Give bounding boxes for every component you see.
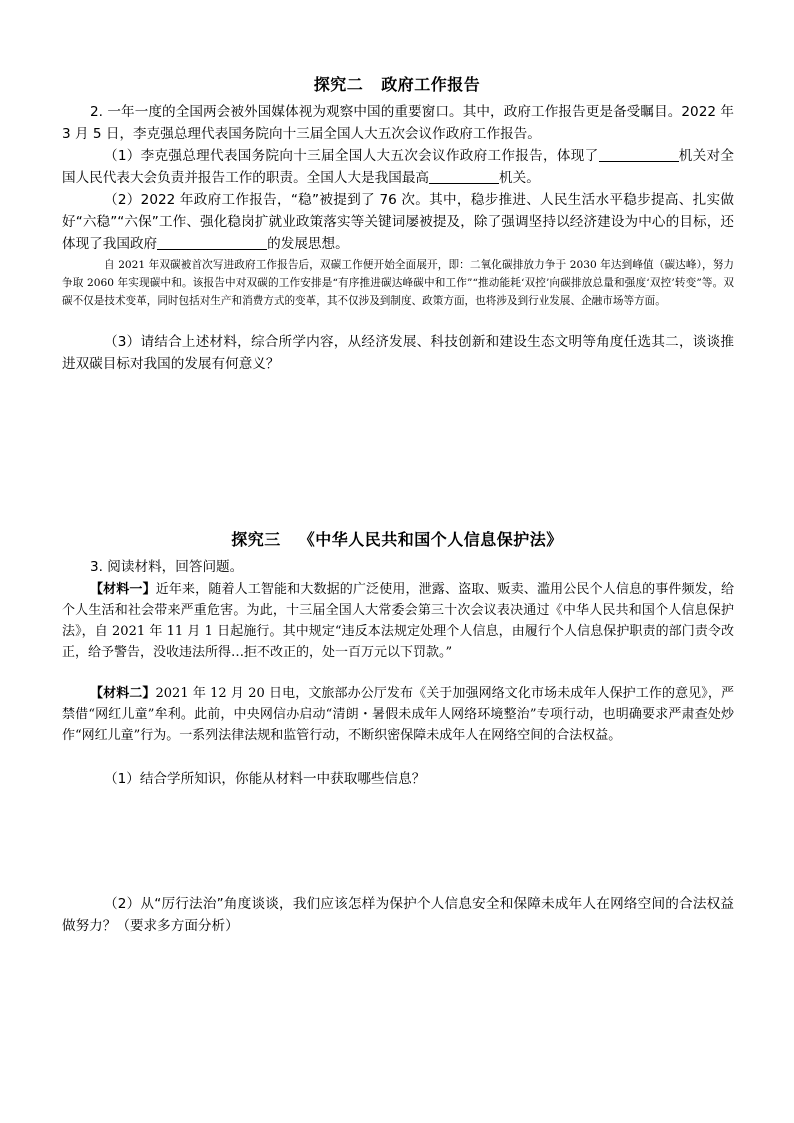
q1-answer-blank-1[interactable] bbox=[599, 147, 679, 162]
q1-text-a: （1）李克强总理代表国务院向十三届全国人大五次会议作政府工作报告，体现了 bbox=[104, 148, 599, 164]
section2-title-label: 探究二 bbox=[313, 75, 364, 94]
material-1-text: 近年来，随着人工智能和大数据的广泛使用，泄露、盗取、贩卖、滥用公民个人信息的事件频发，给个人生活和社会带来严重危害。为此，十三届全国人大常委会第三十次会议表决通过《中华人民共和国个人信息保护法》，自 2021 年 11 月 1 日起施行。其中规定“违反本法规定处理个人信息，由履行个人信息保护职责的部门责令改正，给予警告，没收违法所得…拒不改正的，处一百万元以下罚款。” bbox=[62, 582, 734, 660]
section2-subquestion-1 bbox=[62, 145, 734, 189]
q1-answer-blank-2[interactable] bbox=[429, 169, 499, 184]
section2-subquestion-2 bbox=[62, 189, 734, 255]
q2-answer-blank[interactable] bbox=[157, 235, 267, 250]
material-1-tag: 【材料一】 bbox=[90, 582, 156, 597]
section2-subquestion-3: （3）请结合上述材料，综合所学内容，从经济发展、科技创新和建设生态文明等角度任选其二，谈谈推进双碳目标对我国的发展有何意义？ bbox=[62, 334, 734, 372]
section3-subquestion-1: （1）结合学所知识，你能从材料一中获取哪些信息？ bbox=[104, 771, 426, 787]
section3-question-intro: 3. 阅读材料，回答问题。 bbox=[90, 559, 244, 575]
section3-title bbox=[0, 527, 794, 550]
section3-material-2 bbox=[62, 683, 734, 746]
q2-text-a: （2）2022 年政府工作报告，“稳”被提到了 76 次。其中，稳步推进、人民生活水平稳步提高、扎实做好“六稳”“六保”工作、强化稳岗扩就业政策落实等关键词屡被提及，除了强调坚持以经济建设为中心的目标，还体现了我国政府 bbox=[62, 192, 734, 252]
material-2-text: 2021 年 12 月 20 日电，文旅部办公厅发布《关于加强网络文化市场未成年人保护工作的意见》，严禁借“网红儿童”牟利。此前，中央网信办启动“清朗・暑假未成年人网络环境整治”专项行动，也明确要求严肃查处炒作“网红儿童”行为。一系列法律法规和监管行动，不断织密保障未成年人在网络空间的合法权益。 bbox=[62, 686, 734, 743]
section2-title bbox=[0, 72, 794, 95]
q1-text-c: 机关。 bbox=[499, 170, 540, 186]
section2-title-topic: 政府工作报告 bbox=[381, 75, 481, 94]
material-2-tag: 【材料二】 bbox=[90, 686, 156, 701]
section3-subquestion-2: （2）从“厉行法治”角度谈谈，我们应该怎样为保护个人信息安全和保障未成年人在网络空间的合法权益做努力？（要求多方面分析） bbox=[62, 896, 734, 934]
section2-question-intro: 2. 一年一度的全国两会被外国媒体视为观察中国的重要窗口。其中，政府工作报告更是备受瞩目。2022 年 3 月 5 日，李克强总理代表国务院向十三届全国人大五次会议作政府工作报告。 bbox=[62, 104, 734, 142]
q1-text-b: 机关对全国人民代表大会负责并报告工作的职责。全国人大是我国最高 bbox=[62, 148, 734, 186]
section3-title-topic: 《中华人民共和国个人信息保护法》 bbox=[298, 530, 563, 549]
section3-title-label: 探究三 bbox=[231, 530, 281, 549]
section2-material: 自 2021 年双碳被首次写进政府工作报告后，双碳工作便开始全面展开，即：二氧化碳排放力争于 2030 年达到峰值（碳达峰），努力争取 2060 年实现碳中和。该报告中对双碳的工作安排是“有序推进碳达峰碳中和工作”“推动能耗‘双控’向碳排放总量和强度‘双控’转变”等。双碳不仅是技术变革，同时包括对生产和消费方式的变革，其不仅涉及到制度、政策方面，也将涉及到行业发展、企融市场等方面。 bbox=[62, 259, 734, 307]
q2-text-b: 的发展思想。 bbox=[267, 236, 349, 252]
section3-material-1 bbox=[62, 579, 734, 663]
